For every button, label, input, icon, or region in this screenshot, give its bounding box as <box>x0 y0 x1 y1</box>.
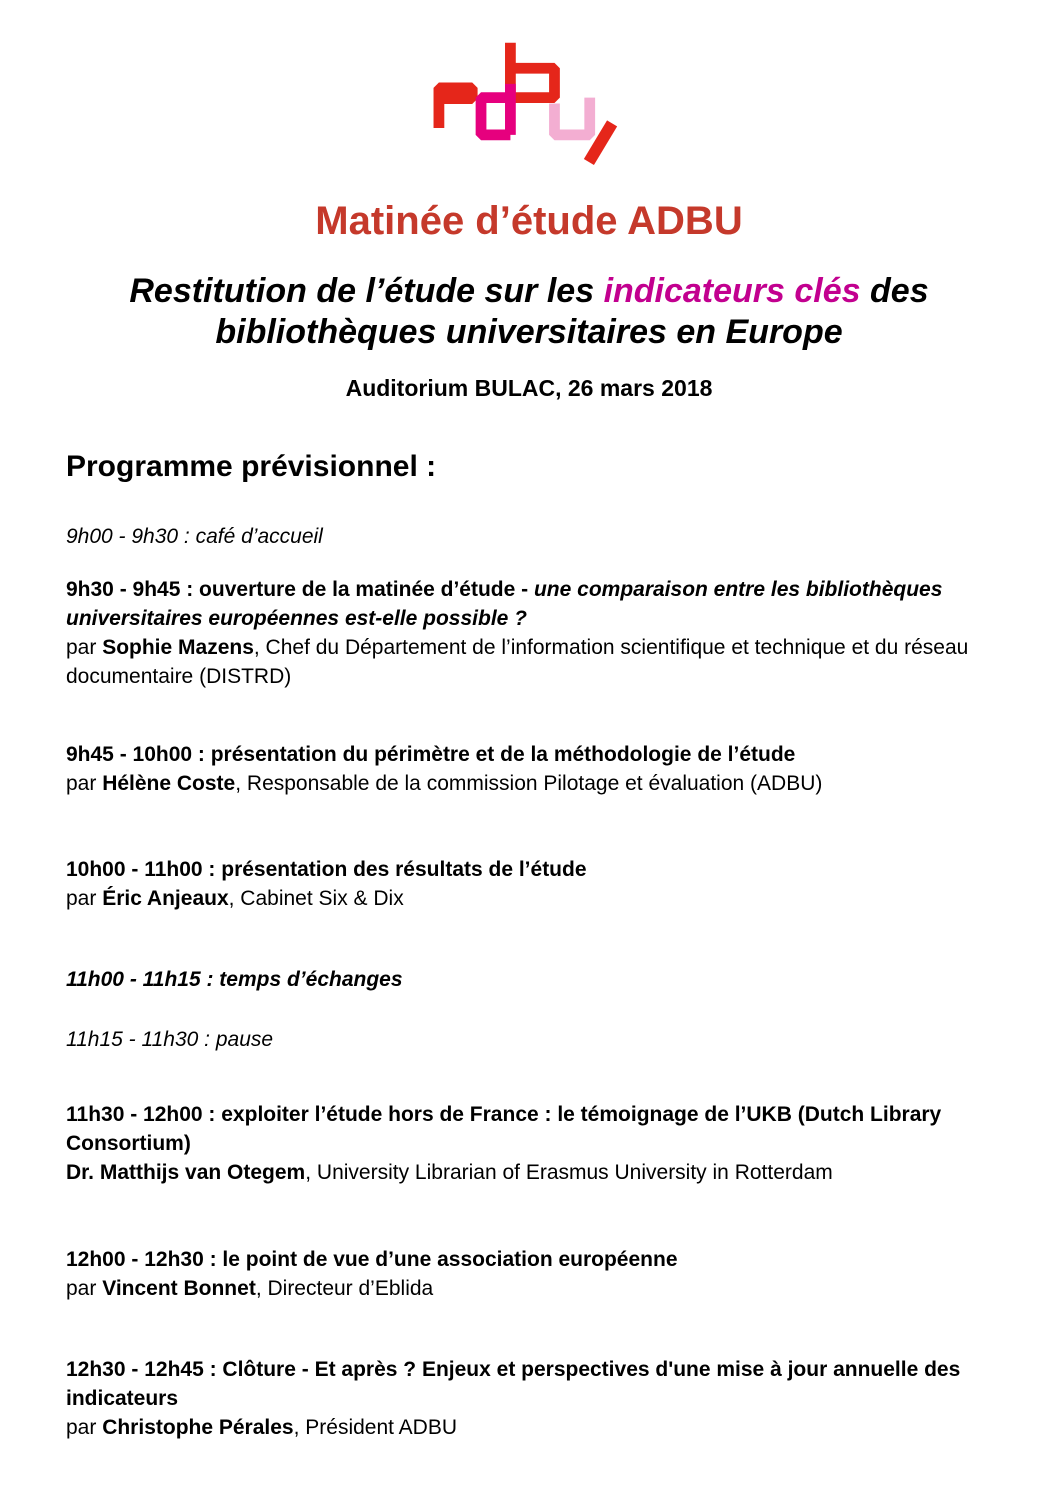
session-speaker: par Éric Anjeaux, Cabinet Six & Dix <box>66 887 404 910</box>
header <box>0 0 1058 175</box>
adbu-logo-icon <box>424 33 635 175</box>
session-title: 9h45 - 10h00 : présentation du périmètre et de la méthodologie de l’étude <box>66 743 796 766</box>
document-subtitle <box>0 271 1058 353</box>
session-title: 12h00 - 12h30 : le point de vue d’une association européenne <box>66 1248 678 1271</box>
session-ukb <box>66 1100 992 1187</box>
venue-date: Auditorium BULAC, 26 mars 2018 <box>345 375 713 401</box>
session-perimetre-methodologie <box>66 740 992 798</box>
subtitle-highlight: indicateurs clés <box>603 272 861 310</box>
session-pause <box>66 1025 992 1054</box>
session-cafe-accueil <box>66 522 992 551</box>
session-cloture <box>66 1355 992 1442</box>
session-association-europeenne <box>66 1245 992 1303</box>
session-title: 12h30 - 12h45 : Clôture - Et après ? Enjeux et perspectives d'une mise à jour annuelle des indicateurs <box>66 1358 961 1410</box>
session-text: 11h15 - 11h30 : pause <box>66 1028 274 1051</box>
session-speaker: par Hélène Coste, Responsable de la commission Pilotage et évaluation (ADBU) <box>66 772 823 795</box>
page-title: Matinée d’étude ADBU <box>315 199 743 243</box>
session-speaker: par Christophe Pérales, Président ADBU <box>66 1416 457 1439</box>
subtitle-suffix: des <box>860 272 929 310</box>
subtitle-line2: bibliothèques universitaires en Europe <box>215 313 843 351</box>
session-speaker: par Vincent Bonnet, Directeur d’Eblida <box>66 1277 434 1300</box>
session-resultats <box>66 855 992 913</box>
session-ouverture <box>66 575 992 691</box>
program-sessions <box>66 522 992 1442</box>
speaker-name: Christophe Pérales <box>102 1416 294 1439</box>
session-speaker: par Sophie Mazens, Chef du Département de l’information scientifique et technique et du réseau documentaire (DISTRD) <box>66 636 969 688</box>
session-title: 9h30 - 9h45 : ouverture de la matinée d’étude - une comparaison entre les bibliothèques universitaires européennes est-elle possible ? <box>66 578 943 630</box>
speaker-name: Vincent Bonnet <box>102 1277 256 1300</box>
session-title: 10h00 - 11h00 : présentation des résultats de l’étude <box>66 858 587 881</box>
speaker-name: Hélène Coste <box>102 772 236 795</box>
session-speaker: Dr. Matthijs van Otegem, University Librarian of Erasmus University in Rotterdam <box>66 1161 833 1184</box>
session-text: 11h00 - 11h15 : temps d’échanges <box>66 968 403 991</box>
program-heading: Programme prévisionnel : <box>66 450 437 483</box>
speaker-name: Dr. Matthijs van Otegem <box>66 1161 306 1184</box>
session-text: 9h00 - 9h30 : café d’accueil <box>66 525 323 548</box>
speaker-name: Sophie Mazens <box>102 636 254 659</box>
session-temps-echanges <box>66 965 992 994</box>
speaker-name: Éric Anjeaux <box>102 887 229 910</box>
subtitle-prefix: Restitution de l’étude sur les <box>129 272 604 310</box>
session-title: 11h30 - 12h00 : exploiter l’étude hors de France : le témoignage de l’UKB (Dutch Library Consortium) <box>66 1103 942 1155</box>
